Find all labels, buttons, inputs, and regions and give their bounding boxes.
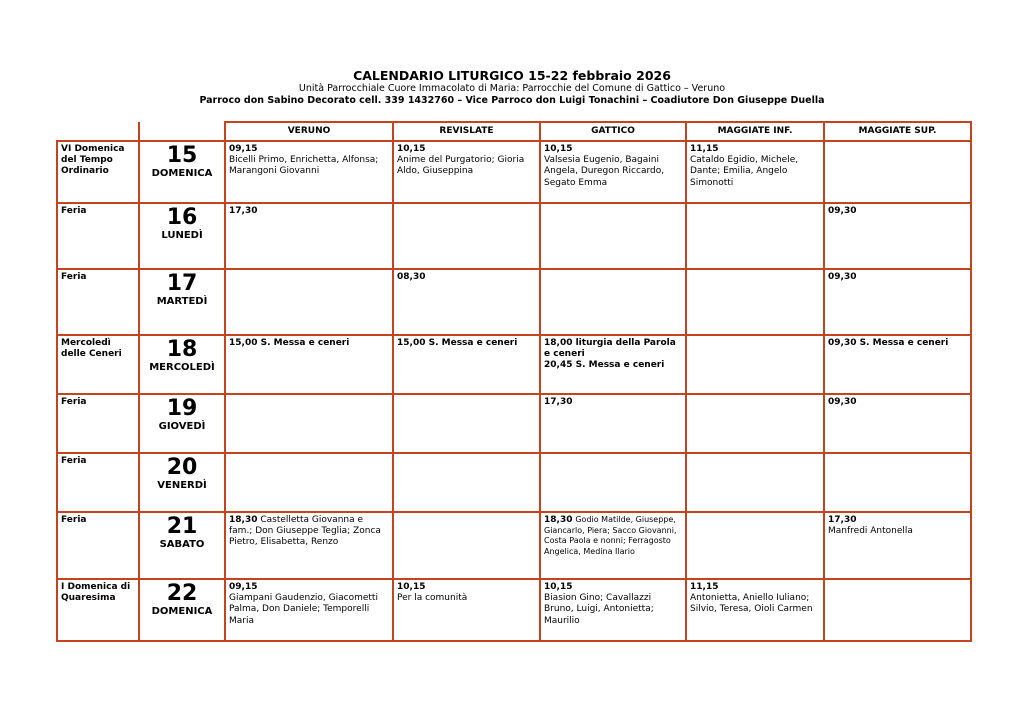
mass-time: 08,30 [397, 272, 426, 282]
mass-cell-gattico [540, 335, 686, 394]
mass-intentions: Godio Matilde, Giuseppe, Giancarlo, Piera; Sacco Giovanni, Costa Paola e nonni; Ferragosto Angelica, Medina Ilario [544, 515, 677, 556]
column-header-maggiate-inf: MAGGIATE INF. [686, 122, 824, 141]
table-row [57, 335, 971, 394]
liturgy-cell: Feria [57, 394, 139, 453]
mass-intentions: Bicelli Primo, Enrichetta, Alfonsa; Marangoni Giovanni [229, 155, 379, 177]
mass-cell-maggiate-inf [686, 203, 824, 269]
day-cell [139, 579, 225, 641]
mass-cell-gattico [540, 453, 686, 512]
mass-cell-gattico [540, 141, 686, 203]
mass-time: 10,15 [397, 582, 426, 592]
mass-time: 09,30 S. Messa e ceneri [828, 338, 949, 348]
mass-time: 18,00 liturgia della Parola e ceneri [544, 338, 676, 360]
mass-time: 09,15 [229, 144, 258, 154]
mass-intentions: Biasion Gino; Cavallazzi Bruno, Luigi, Antonietta; Maurilio [544, 593, 654, 626]
liturgy-cell: I Domenica di Quaresima [57, 579, 139, 641]
mass-time: 09,15 [229, 582, 258, 592]
mass-time: 11,15 [690, 582, 719, 592]
mass-cell-maggiate-sup [824, 203, 971, 269]
column-header-maggiate-sup: MAGGIATE SUP. [824, 122, 971, 141]
mass-cell-maggiate-inf [686, 335, 824, 394]
mass-cell-maggiate-sup [824, 335, 971, 394]
mass-time: 10,15 [544, 582, 573, 592]
liturgy-cell: Feria [57, 203, 139, 269]
mass-cell-maggiate-sup [824, 579, 971, 641]
day-number: 17 [166, 271, 198, 296]
mass-intentions: Anime del Purgatorio; Gioria Aldo, Giuseppina [397, 155, 525, 177]
day-name: LUNEDÌ [161, 230, 203, 241]
day-cell [139, 203, 225, 269]
mass-time: 11,15 [690, 144, 719, 154]
table-row [57, 141, 971, 203]
day-cell [139, 269, 225, 335]
mass-time: 10,15 [397, 144, 426, 154]
day-cell [139, 141, 225, 203]
mass-cell-maggiate-sup [824, 512, 971, 579]
day-number: 19 [166, 396, 198, 421]
liturgy-cell: Feria [57, 512, 139, 579]
document-header [0, 68, 1024, 107]
mass-cell-revislate [393, 453, 540, 512]
mass-cell-maggiate-inf [686, 579, 824, 641]
day-name: SABATO [159, 539, 205, 550]
mass-time: 09,30 [828, 272, 857, 282]
mass-time: 17,30 [544, 397, 573, 407]
column-header-gattico: GATTICO [540, 122, 686, 141]
blank-corner-cell [139, 122, 225, 141]
column-header-revislate: REVISLATE [393, 122, 540, 141]
mass-intentions: Per la comunità [397, 593, 468, 604]
mass-cell-veruno [225, 579, 393, 641]
day-number: 22 [166, 581, 198, 606]
day-name: DOMENICA [151, 168, 213, 179]
day-number: 16 [166, 205, 198, 230]
day-name: VENERDÌ [157, 480, 207, 491]
mass-time: 17,30 [828, 515, 857, 525]
table-row [57, 512, 971, 579]
mass-cell-gattico [540, 512, 686, 579]
table-row [57, 394, 971, 453]
day-name: DOMENICA [151, 606, 213, 617]
day-number: 15 [166, 143, 198, 168]
day-name: MARTEDÌ [156, 296, 208, 307]
mass-intentions: Antonietta, Aniello Iuliano; Silvio, Teresa, Oioli Carmen [690, 593, 813, 615]
page-subtitle: Unità Parrocchiale Cuore Immacolato di Maria: Parrocchie del Comune di Gattico – Veruno [298, 83, 726, 94]
mass-cell-veruno [225, 335, 393, 394]
mass-cell-maggiate-inf [686, 512, 824, 579]
table-row [57, 203, 971, 269]
mass-cell-gattico [540, 269, 686, 335]
mass-cell-gattico [540, 579, 686, 641]
mass-time: 18,30 [544, 515, 573, 525]
mass-cell-gattico [540, 203, 686, 269]
mass-cell-maggiate-sup [824, 453, 971, 512]
liturgy-cell: VI Domenica del Tempo Ordinario [57, 141, 139, 203]
clergy-line: Parroco don Sabino Decorato cell. 339 1432760 – Vice Parroco don Luigi Tonachini – Coadiutore Don Giuseppe Duella [199, 95, 825, 106]
mass-cell-veruno [225, 453, 393, 512]
mass-cell-revislate [393, 579, 540, 641]
blank-corner-cell [57, 122, 139, 141]
mass-cell-maggiate-inf [686, 269, 824, 335]
page-title: CALENDARIO LITURGICO 15-22 febbraio 2026 [353, 68, 671, 83]
mass-intentions: Cataldo Egidio, Michele, Dante; Emilia, Angelo Simonotti [690, 155, 799, 188]
mass-time: 15,00 S. Messa e ceneri [397, 338, 518, 348]
mass-time: 18,30 [229, 515, 258, 525]
mass-cell-revislate [393, 394, 540, 453]
mass-cell-revislate [393, 141, 540, 203]
column-header-veruno: VERUNO [225, 122, 393, 141]
day-cell [139, 394, 225, 453]
mass-cell-veruno [225, 203, 393, 269]
mass-cell-gattico [540, 394, 686, 453]
mass-intentions: Castelletta Giovanna e fam.; Don Giuseppe Teglia; Zonca Pietro, Elisabetta, Renzo [229, 515, 381, 548]
day-cell [139, 335, 225, 394]
day-cell [139, 453, 225, 512]
day-number: 20 [166, 455, 198, 480]
mass-intentions: Manfredi Antonella [828, 526, 913, 537]
mass-cell-maggiate-inf [686, 394, 824, 453]
mass-time-second: 20,45 S. Messa e ceneri [544, 360, 665, 371]
liturgical-calendar-table [56, 121, 972, 642]
day-cell [139, 512, 225, 579]
mass-cell-revislate [393, 512, 540, 579]
table-row [57, 579, 971, 641]
table-row [57, 453, 971, 512]
mass-time: 09,30 [828, 397, 857, 407]
liturgy-cell: Feria [57, 269, 139, 335]
day-name: MERCOLEDÌ [149, 362, 215, 373]
mass-cell-veruno [225, 512, 393, 579]
mass-intentions: Valsesia Eugenio, Bagaini Angela, Duregon Riccardo, Segato Emma [544, 155, 665, 188]
liturgy-cell: Feria [57, 453, 139, 512]
mass-cell-revislate [393, 203, 540, 269]
mass-cell-maggiate-inf [686, 453, 824, 512]
liturgy-cell: Mercoledì delle Ceneri [57, 335, 139, 394]
header-row [57, 122, 971, 141]
mass-time: 17,30 [229, 206, 258, 216]
day-name: GIOVEDÌ [158, 421, 206, 432]
mass-cell-revislate [393, 335, 540, 394]
mass-cell-veruno [225, 269, 393, 335]
mass-time: 09,30 [828, 206, 857, 216]
mass-cell-veruno [225, 141, 393, 203]
day-number: 21 [166, 514, 198, 539]
mass-cell-revislate [393, 269, 540, 335]
mass-cell-maggiate-sup [824, 141, 971, 203]
mass-cell-maggiate-inf [686, 141, 824, 203]
mass-cell-maggiate-sup [824, 394, 971, 453]
mass-cell-veruno [225, 394, 393, 453]
mass-time: 15,00 S. Messa e ceneri [229, 338, 350, 348]
mass-intentions: Giampani Gaudenzio, Giacometti Palma, Don Daniele; Temporelli Maria [229, 593, 378, 626]
mass-time: 10,15 [544, 144, 573, 154]
table-row [57, 269, 971, 335]
day-number: 18 [166, 337, 198, 362]
mass-cell-maggiate-sup [824, 269, 971, 335]
